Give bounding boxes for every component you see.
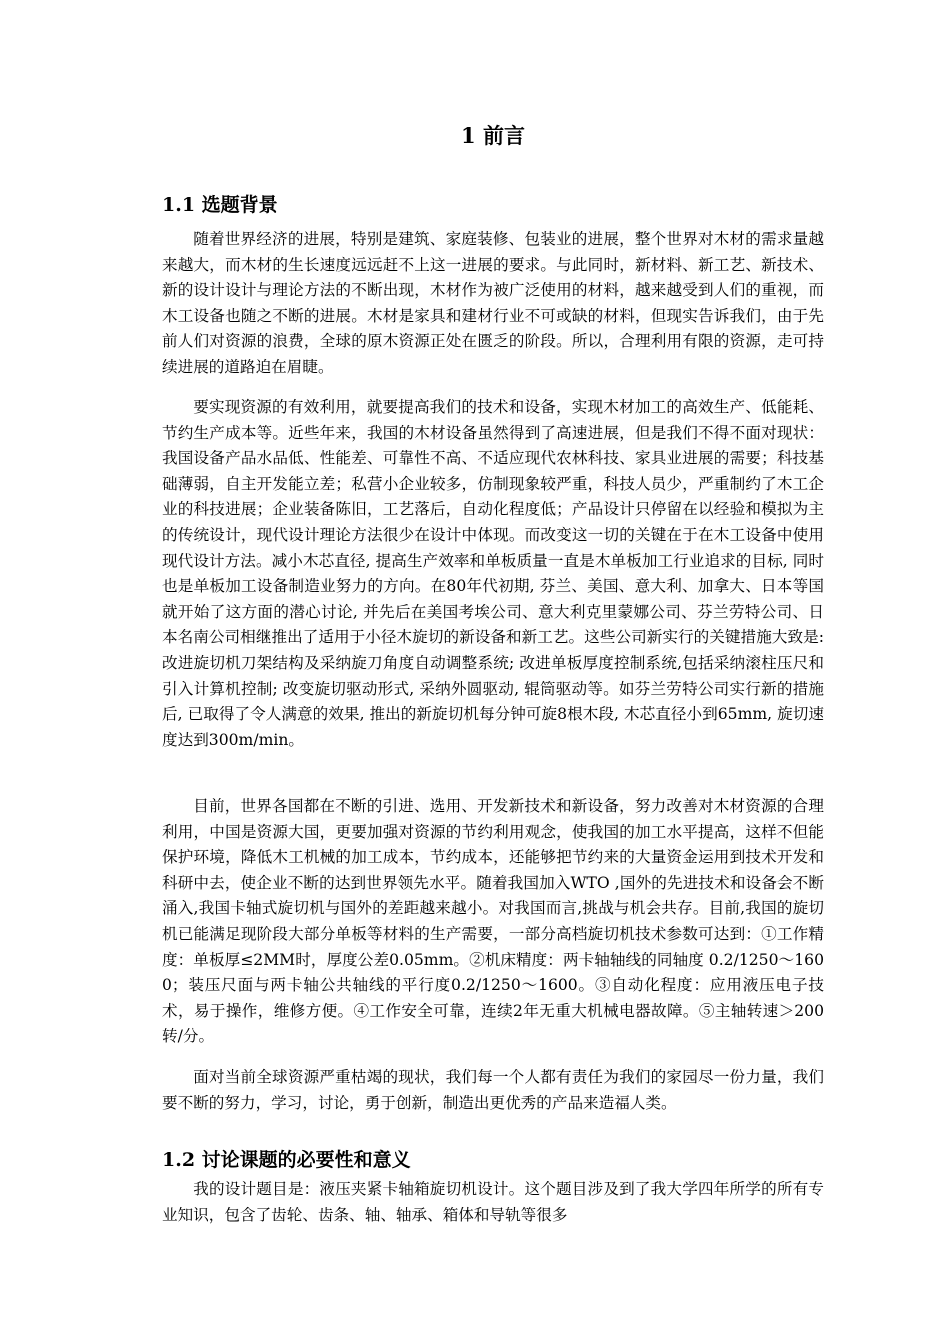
paragraph: 目前，世界各国都在不断的引进、选用、开发新技术和新设备，努力改善对木材资源的合理利用，中国是资源大国，更要加强对资源的节约利用观念，使我国的加工水平提高，这样不但能保护环境，降低木工机械的加工成本，节约成本，还能够把节约来的大量资金运用到技术开发和科研中去，使企业不断的达到世界领先水平。随着我国加入WTO ,国外的先进技术和设备会不断涌入,我国卡轴式旋切机与国外的差距越来越小。对我国而言,挑战与机会共存。目前,我国的旋切机已能满足现阶段大部分单板等材料的生产需要，一部分高档旋切机技术参数可达到：①工作精度：单板厚≤2MM时，厚度公差0.05mm。②机床精度：两卡轴轴线的同轴度 0.2/1250～1600；装压尺面与两卡轴公共轴线的平行度0.2/1250～1600。③自动化程度：应用液压电子技术，易于操作，维修方便。④工作安全可靠，连续2年无重大机械电器故障。⑤主轴转速＞200转/分。 xyxy=(162,797,824,1046)
section-heading-selection-background: 1.1 选题背景 xyxy=(162,194,278,216)
paragraph: 随着世界经济的进展，特别是建筑、家庭装修、包装业的进展，整个世界对木材的需求量越来越大，而木材的生长速度远远赶不上这一进展的要求。与此同时，新材料、新工艺、新技术、新的设计设计与理论方法的不断出现，木材作为被广泛使用的材料，越来越受到人们的重视，而木工设备也随之不断的进展。木材是家具和建材行业不可或缺的材料，但现实告诉我们，由于先前人们对资源的浪费，全球的原木资源正处在匮乏的阶段。所以，合理利用有限的资源，走可持续进展的道路迫在眉睫。 xyxy=(162,230,824,376)
paragraph: 面对当前全球资源严重枯竭的现状，我们每一个人都有责任为我们的家园尽一份力量，我们要不断的努力，学习，讨论，勇于创新，制造出更优秀的产品来造福人类。 xyxy=(162,1068,824,1112)
section-heading-necessity-significance: 1.2 讨论课题的必要性和意义 xyxy=(162,1149,411,1171)
paragraph: 我的设计题目是：液压夹紧卡轴箱旋切机设计。这个题目涉及到了我大学四年所学的所有专业知识，包含了齿轮、齿条、轴、轴承、箱体和导轨等很多 xyxy=(162,1180,824,1224)
chapter-title: 1 前言 xyxy=(461,123,525,148)
paragraph: 要实现资源的有效利用，就要提高我们的技术和设备，实现木材加工的高效生产、低能耗、节约生产成本等。近些年来，我国的木材设备虽然得到了高速进展，但是我们不得不面对现状：我国设备产品水品低、性能差、可靠性不高、不适应现代农林科技、家具业进展的需要；科技基础薄弱，自主开发能立差；私营小企业较多，仿制现象较严重，科技人员少，严重制约了木工企业的科技进展；企业装备陈旧，工艺落后，自动化程度低；产品设计只停留在以经验和模拟为主的传统设计，现代设计理论方法很少在设计中体现。而改变这一切的关键在于在木工设备中使用现代设计方法。减小木芯直径, 提高生产效率和单板质量一直是木单板加工行业追求的目标, 同时也是单板加工设备制造业努力的方向。在80年代初期, 芬兰、美国、意大利、加拿大、日本等国就开始了这方面的潜心讨论, 并先后在美国考埃公司、意大利克里蒙娜公司、芬兰劳特公司、日本名南公司相继推出了适用于小径木旋切的新设备和新工艺。这些公司新实行的关键措施大致是: 改进旋切机刀架结构及采纳旋刀角度自动调整系统; 改进单板厚度控制系统,包括采纳滚柱压尺和引入计算机控制; 改变旋切驱动形式, 采纳外圆驱动, 辊筒驱动等。如芬兰劳特公司实行新的措施后, 已取得了令人满意的效果, 推出的新旋切机每分钟可旋8根木段, 木芯直径小到65mm, 旋切速度达到300m/min。 xyxy=(162,398,824,749)
